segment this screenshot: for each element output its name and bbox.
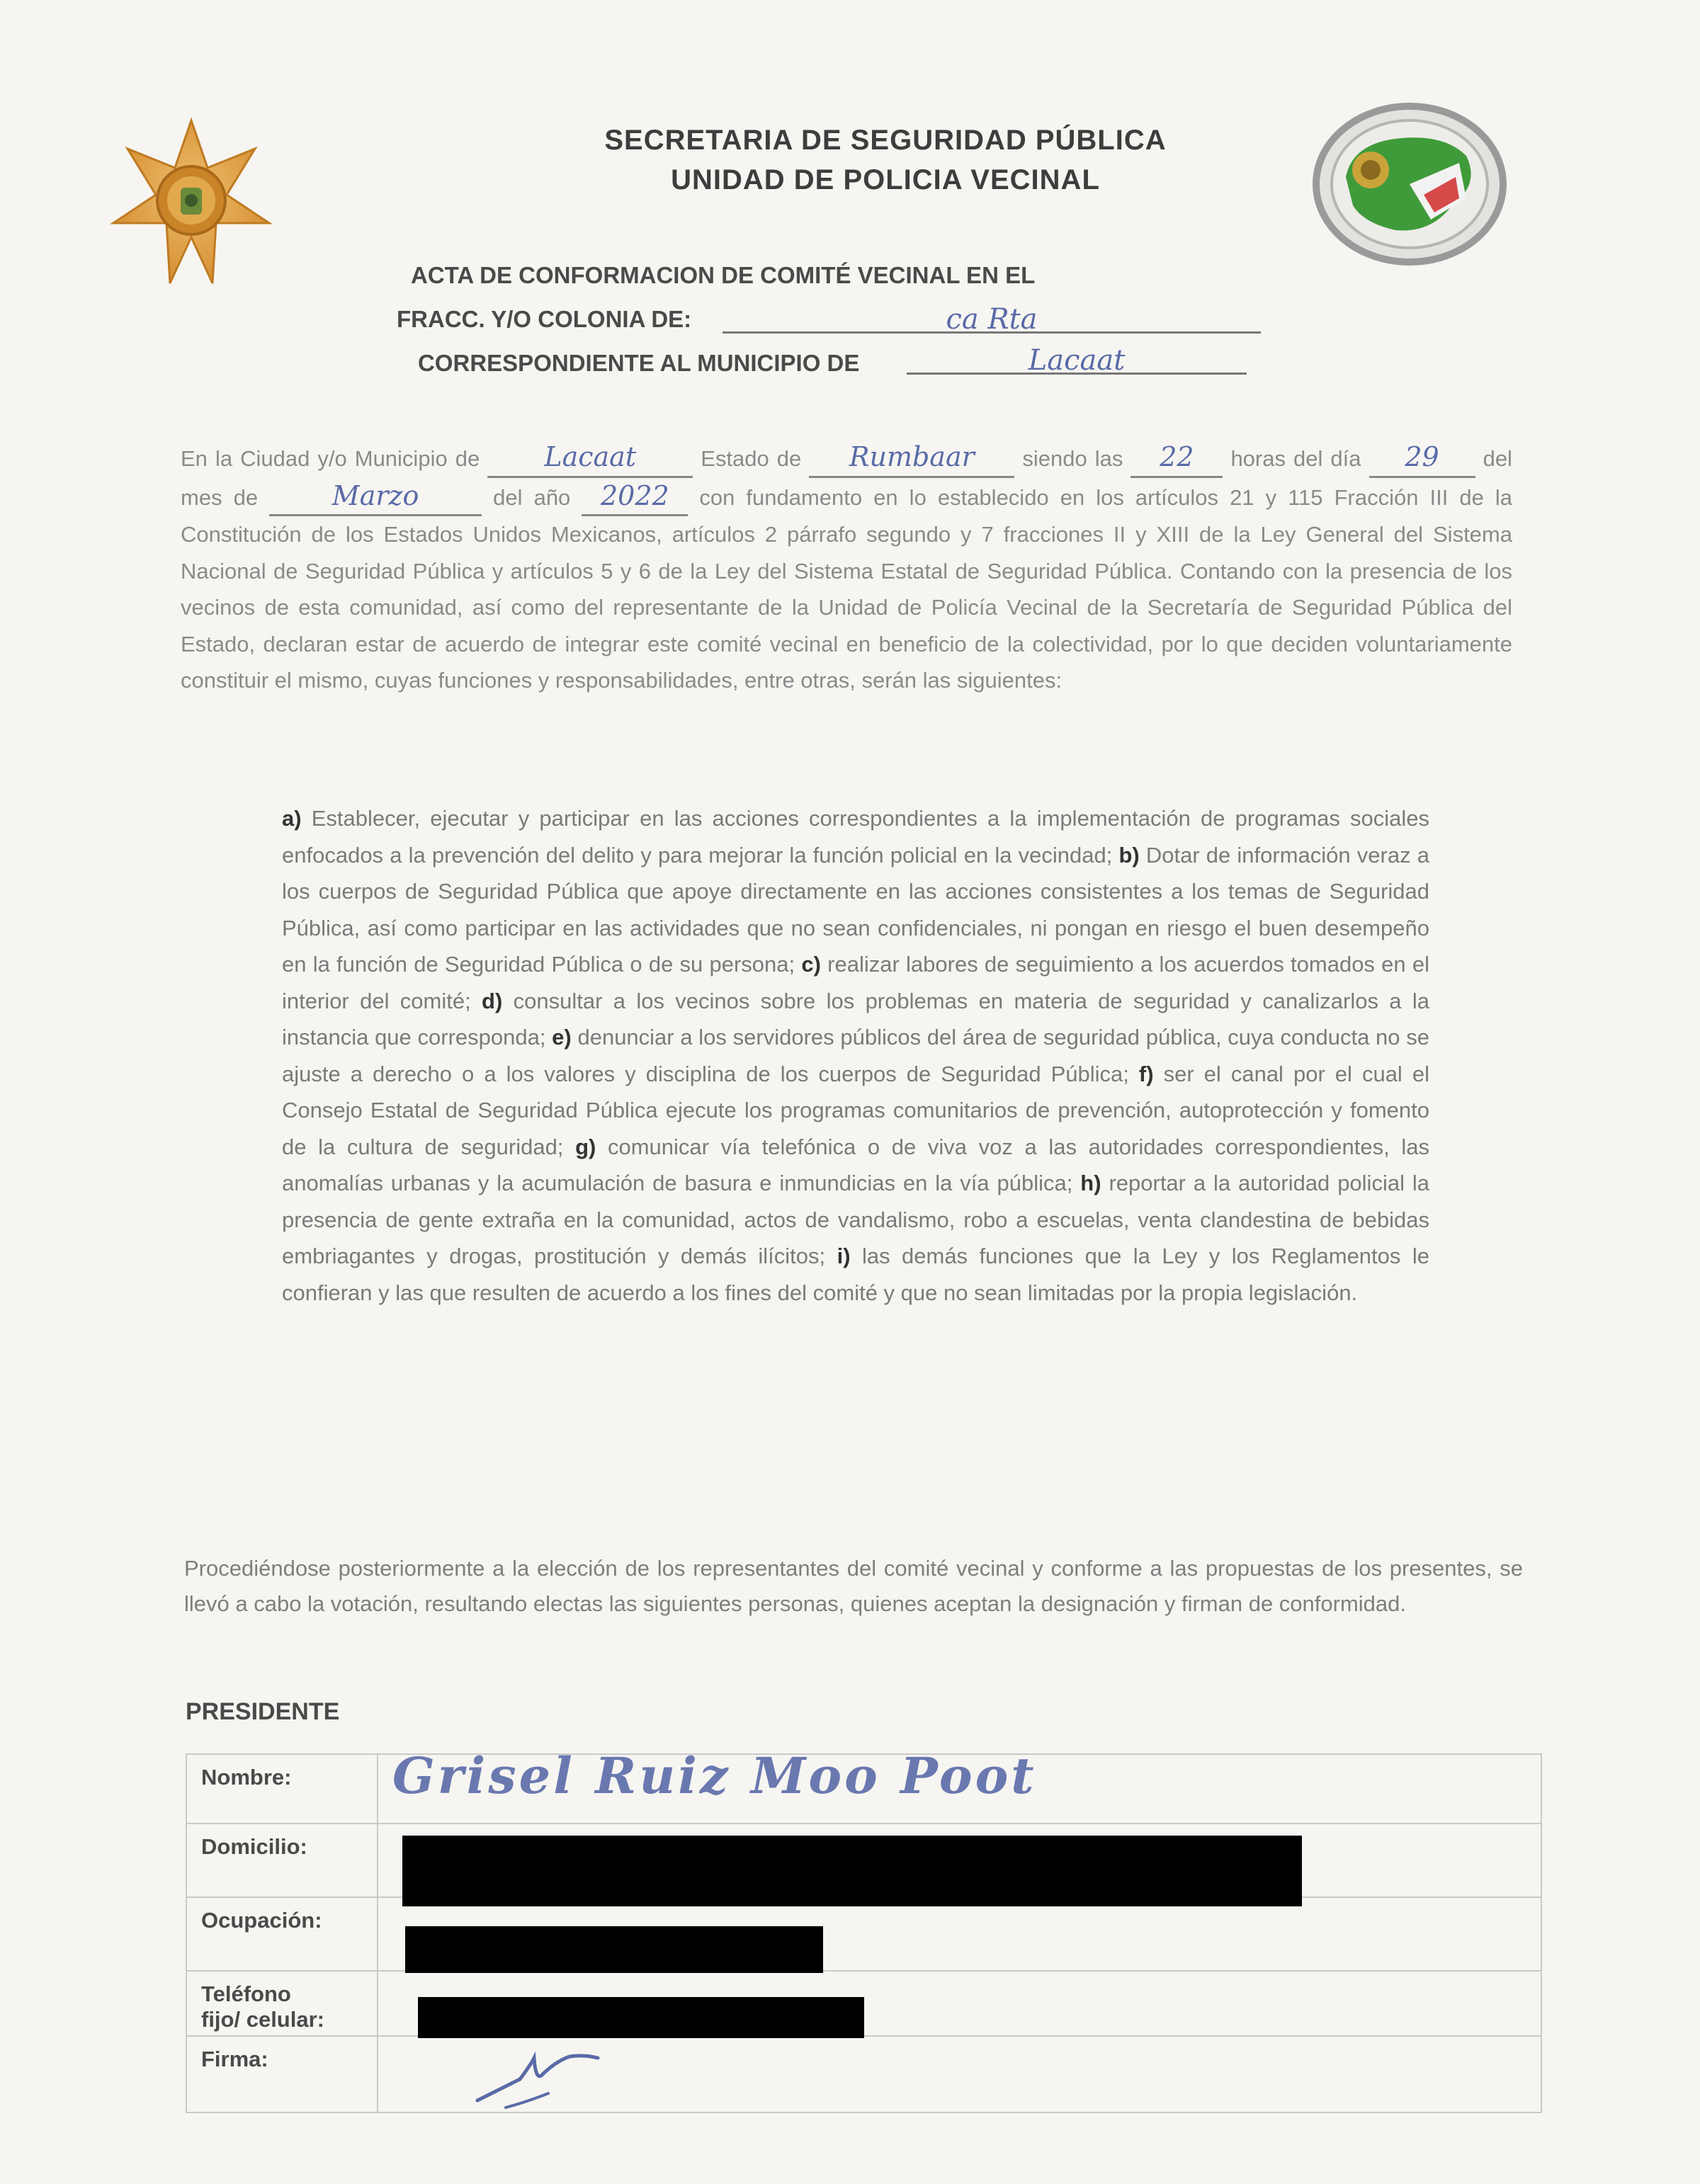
document-header bbox=[425, 120, 1346, 200]
president-section-title: PRESIDENTE bbox=[186, 1698, 340, 1725]
telefono-label-line-1: Teléfono bbox=[201, 1981, 291, 2006]
intro-municipio-value: Lacaat bbox=[487, 439, 693, 478]
firma-row bbox=[186, 2036, 1541, 2112]
header-line-1: SECRETARIA DE SEGURIDAD PÚBLICA bbox=[604, 125, 1167, 156]
function-c-label: c) bbox=[801, 952, 821, 977]
function-a-label: a) bbox=[282, 806, 302, 831]
closing-paragraph: Procediéndose posteriormente a la elección de los representantes del comité vecinal y conforme a las propuestas de los presentes, se llevó a cabo la votación, resultando electas las siguientes personas, quienes aceptan la designación y firman de conformidad. bbox=[184, 1556, 1523, 1616]
function-b-label: b) bbox=[1118, 842, 1140, 868]
ocupacion-redaction bbox=[405, 1926, 823, 1973]
function-f-text: ser el canal por el cual el Consejo Estatal de Seguridad Pública ejecute los programas comunitarios de prevención, autoprotección y fomento de la cultura de seguridad; bbox=[282, 1061, 1429, 1159]
intro-anio-value: 2022 bbox=[582, 478, 688, 517]
municipio-header-value: Lacaat bbox=[907, 344, 1247, 375]
colonia-label: FRACC. Y/O COLONIA DE: bbox=[397, 306, 692, 332]
function-d-text: consultar a los vecinos sobre los problemas en materia de seguridad y canalizarlos a la instancia que corresponda; bbox=[282, 988, 1429, 1050]
function-i-text: las demás funciones que la Ley y los Reglamentos le confieran y las que resulten de acuerdo a los fines del comité y que no sean limitadas por la propia legislación. bbox=[282, 1244, 1429, 1305]
police-star-logo bbox=[110, 117, 273, 287]
function-h-label: h) bbox=[1080, 1171, 1101, 1195]
intro-text-6: del año bbox=[493, 484, 571, 510]
intro-text-3: siendo las bbox=[1022, 446, 1123, 471]
colonia-value: ca Rta bbox=[722, 303, 1261, 334]
function-f-label: f) bbox=[1138, 1061, 1154, 1086]
ocupacion-cell bbox=[378, 1897, 1541, 1971]
intro-dia-value: 29 bbox=[1369, 439, 1475, 478]
function-b-text: Dotar de información veraz a los cuerpos de Seguridad Pública que apoye directamente en las acciones consistentes a los temas de Seguridad Pública, así como participar en las actividades que no sean confidenciales, ni pongan en riesgo el buen desempeño en la función de Seguridad Pública o de su persona; bbox=[282, 842, 1429, 977]
nombre-label: Nombre: bbox=[186, 1754, 378, 1824]
intro-paragraph bbox=[181, 439, 1512, 699]
telefono-redaction bbox=[418, 1997, 864, 2038]
domicilio-redaction bbox=[402, 1836, 1302, 1906]
telefono-label-line-2: fijo/ celular: bbox=[201, 2007, 324, 2032]
nombre-row bbox=[186, 1754, 1541, 1824]
intro-text-1: En la Ciudad y/o Municipio de bbox=[181, 446, 480, 471]
function-h-text: reportar a la autoridad policial la presencia de gente extraña en la comunidad, actos de vandalismo, robo a escuelas, venta clandestina de bebidas embriagantes y drogas, prostitución y demás ilícitos; bbox=[282, 1171, 1429, 1268]
president-table bbox=[186, 1746, 1542, 2113]
telefono-row bbox=[186, 1971, 1541, 2036]
nombre-handwritten: Grisel Ruiz Moo Poot bbox=[392, 1746, 1037, 1805]
domicilio-row bbox=[186, 1824, 1541, 1897]
function-e-text: denunciar a los servidores públicos del área de seguridad pública, cuya conducta no se ajuste a derecho o a los valores y disciplina de los cuerpos de Seguridad Pública; bbox=[282, 1025, 1429, 1086]
function-d-label: d) bbox=[482, 988, 503, 1013]
intro-estado-value: Rumbaar bbox=[809, 439, 1014, 478]
header-line-2: UNIDAD DE POLICIA VECINAL bbox=[671, 164, 1100, 195]
nombre-cell bbox=[378, 1746, 1541, 1824]
ocupacion-label: Ocupación: bbox=[186, 1897, 378, 1971]
intro-mes-value: Marzo bbox=[269, 478, 482, 517]
intro-hora-value: 22 bbox=[1130, 439, 1223, 478]
function-g-label: g) bbox=[575, 1134, 596, 1159]
acta-line-3 bbox=[397, 344, 1318, 394]
function-g-text: comunicar vía telefónica o de viva voz a las autoridades correspondientes, las anomalías urbanas y la acumulación de basura e inmundicias en la vía pública; bbox=[282, 1134, 1429, 1195]
domicilio-label: Domicilio: bbox=[186, 1824, 378, 1897]
intro-text-7: con fundamento en lo establecido en los artículos 21 y 115 Fracción III de la Constitución de los Estados Unidos Mexicanos, artículos 2 párrafo segundo y 7 fracciones II y XIII de la Ley General del Sistema Nacional de Seguridad Pública y artículos 5 y 6 de la Ley del Sistema Estatal de Seguridad Pública. Contando con la presencia de los vecinos de esta comunidad, así como del representante de la Unidad de Policía Vecinal de la Secretaría de Seguridad Pública del Estado, declaran estar de acuerdo de integrar este comité vecinal en beneficio de la colectividad, por lo que deciden voluntariamente constituir el mismo, cuyas funciones y responsabilidades, entre otras, serán las siguientes: bbox=[181, 484, 1512, 693]
function-e-label: e) bbox=[552, 1025, 572, 1050]
intro-text-5: del mes de bbox=[181, 446, 1512, 510]
acta-line-2 bbox=[397, 303, 1318, 350]
telefono-cell bbox=[378, 1971, 1541, 2036]
telefono-label bbox=[186, 1971, 378, 2036]
acta-title-block bbox=[397, 262, 1318, 394]
municipio-label: CORRESPONDIENTE AL MUNICIPIO DE bbox=[418, 350, 860, 376]
firma-cell bbox=[378, 2036, 1541, 2112]
functions-paragraph bbox=[282, 800, 1429, 1311]
acta-line-1: ACTA DE CONFORMACION DE COMITÉ VECINAL EN EL bbox=[411, 262, 1036, 288]
firma-label: Firma: bbox=[186, 2036, 378, 2112]
intro-text-4: horas del día bbox=[1230, 446, 1361, 471]
domicilio-cell bbox=[378, 1824, 1541, 1897]
function-a-text: Establecer, ejecutar y participar en las acciones correspondientes a la implementación de programas sociales enfocados a la prevención del delito y para mejorar la función policial en la vecindad; bbox=[282, 806, 1429, 868]
function-c-text: realizar labores de seguimiento a los acuerdos tomados en el interior del comité; bbox=[282, 952, 1429, 1013]
function-i-label: i) bbox=[837, 1244, 851, 1268]
signature-mark bbox=[463, 2037, 647, 2115]
intro-text-2: Estado de bbox=[701, 446, 802, 471]
ocupacion-row bbox=[186, 1897, 1541, 1971]
